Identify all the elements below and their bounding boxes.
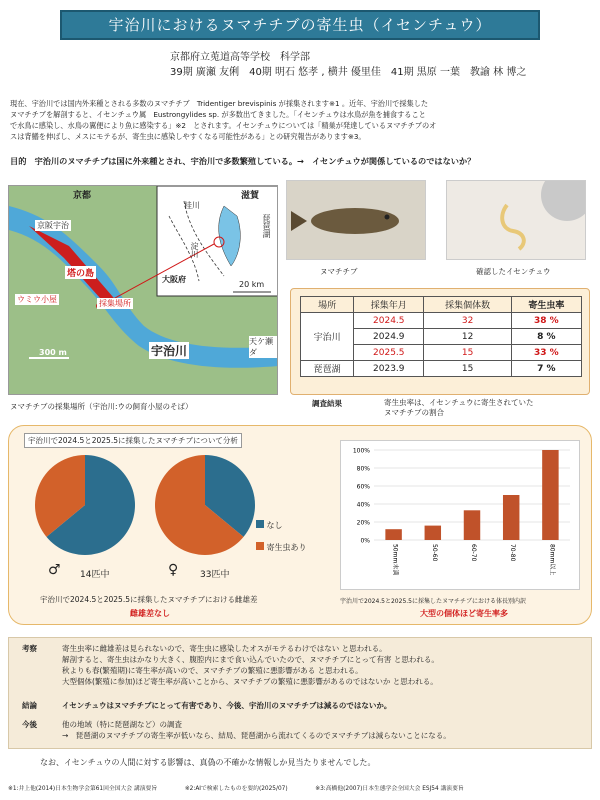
legend-none-label: なし xyxy=(266,521,283,530)
map-label-shiga: 滋賀 xyxy=(241,191,260,201)
result-text xyxy=(384,398,534,418)
y-tick-label: 0% xyxy=(360,537,370,545)
cell-rate: 38 % xyxy=(511,313,581,329)
map-label-umiu: ウミウ小屋 xyxy=(17,295,57,304)
map-scale-300m: 300 m xyxy=(39,348,67,357)
header-rate: 寄生虫率 xyxy=(511,297,581,313)
kongo-text xyxy=(62,719,451,741)
header-date: 採集年月 xyxy=(354,297,424,313)
ketsuron-label: 結論 xyxy=(22,701,37,710)
authors xyxy=(170,50,526,80)
poster-title: 宇治川におけるヌマチチブの寄生虫（イセンチュウ） xyxy=(60,10,540,40)
map-label-osaka: 大阪府 xyxy=(162,275,186,284)
y-tick-label: 60% xyxy=(356,483,370,491)
x-tick-label: 50mm未満 xyxy=(391,544,399,576)
kousatsu-line: 寄生虫率に雌雄差は見られないので、寄生虫に感染したオスがモテるわけではない と思われる。 xyxy=(62,644,387,653)
reference-2: ※2:AIで検索したものを要約(2025/07) xyxy=(184,786,288,792)
map-caption: ヌマチチブの採集場所（宇治川:ウの飼育小屋のそば） xyxy=(10,402,193,411)
kousatsu-line: 秋よりも春(繁殖期)に寄生率が高いので、ヌマチチブの繁殖に悪影響がある と思われる。 xyxy=(62,666,363,675)
survey-table xyxy=(300,296,582,377)
ketsuron-text: イセンチュウはヌマチチブにとって有害であり、今後、宇治川のヌマチチブは減るのではないか。 xyxy=(62,701,392,710)
bar-chart xyxy=(340,440,580,590)
x-tick-label: 60-70 xyxy=(470,544,477,562)
male-count: 14匹中 xyxy=(80,570,110,580)
kongo-line: → 琵琶湖のヌマチチブの寄生率が低いなら、結局、琵琶湖から流れてくるのでヌマチチブは減らないことになる。 xyxy=(62,731,451,740)
legend-parasite-label: 寄生虫あり xyxy=(266,543,307,552)
kousatsu-line: 大型個体(繁殖に参加)ほど寄生率が高いことから、ヌマチチブの繁殖に悪影響があるのではないか と思われる。 xyxy=(62,677,438,686)
intro-line: スは背鰭を伸ばし、メスにモテるが、寄生虫に感染しやすくなる可能性がある」との研究報告があります※3。 xyxy=(10,132,366,141)
x-tick-label: 80mm以上 xyxy=(548,544,556,576)
bar-2 xyxy=(464,510,480,540)
x-tick-label: 50-60 xyxy=(430,544,438,562)
map-scale-20km: 20 km xyxy=(239,280,265,289)
kousatsu-text xyxy=(62,643,439,687)
female-count: 33匹中 xyxy=(200,570,230,580)
result-label: 調査結果 xyxy=(312,399,342,408)
female-symbol: ♀ xyxy=(168,562,179,578)
reference-1: ※1:井上他(2014)日本生物学会第61回全国大会 講演要旨 xyxy=(8,786,158,792)
y-tick-label: 20% xyxy=(356,519,370,527)
worm-photo xyxy=(446,180,586,260)
cell-date: 2025.5 xyxy=(354,345,424,361)
cell-date: 2024.9 xyxy=(354,329,424,345)
kongo-line: 他の地域（特に琵琶湖など）の調査 xyxy=(62,720,182,729)
analysis-title: 宇治川で2024.5と2025.5に採集したヌマチチブについて分析 xyxy=(24,433,242,448)
y-tick-label: 80% xyxy=(356,465,370,473)
fish-photo xyxy=(286,180,426,260)
x-tick-label: 70-80 xyxy=(509,544,517,562)
map-label-yodo: 淀川 xyxy=(190,242,199,258)
table-row xyxy=(301,313,582,329)
fish-illustration xyxy=(287,181,425,259)
bar-4 xyxy=(542,450,558,540)
legend-none xyxy=(256,520,283,531)
map-label-biwako: 琵琶湖 xyxy=(262,214,271,238)
map-label-kyoto: 京都 xyxy=(73,191,92,201)
place-biwa: 琵琶湖 xyxy=(301,361,354,377)
map-label-katsura: 桂川 xyxy=(184,201,200,210)
intro-line: ヌマチチブを解剖すると、イセンチュウ属 Eustrongylides sp. が多数出てきました。「イセンチュウは水鳥が魚を捕食すること xyxy=(10,110,426,119)
pie-charts xyxy=(30,450,270,560)
map-label-keihan: 京阪宇治 xyxy=(37,221,69,230)
worm-illustration xyxy=(447,181,585,259)
reference-3: ※3:高橋他(2007)日本生態学会全国大会 ESJ54 講演要旨 xyxy=(315,786,464,792)
bar-3 xyxy=(503,495,519,540)
result-line: 寄生虫率は、イセンチュウに寄生されていた xyxy=(384,398,534,407)
map-label-tounoshima: 塔の島 xyxy=(65,266,96,279)
bar-0 xyxy=(385,529,401,540)
introduction xyxy=(10,98,590,142)
pie-caption: 宇治川で2024.5と2025.5に採集したヌマチチブにおける雌雄差 xyxy=(40,595,258,604)
bar-conclusion: 大型の個体ほど寄生率多 xyxy=(420,609,508,618)
intro-line: 現在、宇治川では国内外来種とされる多数のヌマチチブ Tridentiger brevispinis が採集されます※1 。近年、宇治川で採集した xyxy=(10,99,429,108)
author-names: 39期 廣瀬 友俐 40期 明石 悠孝 , 横井 優里佳 41期 黒原 一葉 教諭 林 博之 xyxy=(170,67,527,78)
cell-count: 32 xyxy=(424,313,511,329)
school-name: 京都府立莵道高等学校 科学部 xyxy=(170,52,310,63)
map-figure xyxy=(8,185,278,395)
purpose-statement: 目的 宇治川のヌマチチブは国に外来種とされ、宇治川で多数繁殖している。→ イセンチュウが関係しているのではないか？ xyxy=(10,156,476,166)
fish-photo-caption: ヌマチチブ xyxy=(320,267,358,276)
map-graphic xyxy=(9,186,278,395)
map-label-ujigawa: 宇治川 xyxy=(151,344,188,358)
cell-date: 2024.5 xyxy=(354,313,424,329)
cell-rate: 8 % xyxy=(511,329,581,345)
place-uji: 宇治川 xyxy=(301,313,354,361)
bar-caption: 宇治川で2024.5と2025.5に採集したヌマチチブにおける体長別内訳 xyxy=(340,598,526,605)
footer-note: なお、イセンチュウの人間に対する影響は、真偽の不確かな情報しか見当たりませんでした。 xyxy=(40,758,376,767)
table-row xyxy=(301,361,582,377)
male-symbol: ♂ xyxy=(48,562,61,578)
cell-count: 15 xyxy=(424,345,511,361)
table-header-row xyxy=(301,297,582,313)
map-label-site: 採集場所 xyxy=(99,299,131,308)
cell-rate: 7 % xyxy=(511,361,581,377)
cell-date: 2023.9 xyxy=(354,361,424,377)
pie-conclusion: 雌雄差なし xyxy=(130,609,170,618)
kousatsu-line: 解剖すると、寄生虫はかなり大きく、腹腔内にまで食い込んでいたので、ヌマチチブにとって有害 と思われる。 xyxy=(62,655,439,664)
header-count: 採集個体数 xyxy=(424,297,511,313)
cell-count: 15 xyxy=(424,361,511,377)
legend-parasite xyxy=(256,542,307,553)
legend-parasite-swatch xyxy=(256,542,264,550)
kongo-label: 今後 xyxy=(22,720,37,729)
header-place: 場所 xyxy=(301,297,354,313)
map-label-amagase: 天ケ瀬ダ xyxy=(249,336,277,358)
cell-count: 12 xyxy=(424,329,511,345)
references xyxy=(8,783,592,792)
y-tick-label: 100% xyxy=(352,447,370,455)
cell-rate: 33 % xyxy=(511,345,581,361)
legend-none-swatch xyxy=(256,520,264,528)
bar-1 xyxy=(425,526,441,540)
kousatsu-label: 考察 xyxy=(22,644,37,653)
worm-photo-caption: 確認したイセンチュウ xyxy=(476,267,551,276)
y-tick-label: 40% xyxy=(356,501,370,509)
intro-line: で水鳥に感染し、水鳥の翼便により魚に感染する」※2 とされます。イセンチュウについては「精巣が発達しているヌマチチブのオ xyxy=(10,121,437,130)
result-line: ヌマチチブの割合 xyxy=(384,408,444,417)
